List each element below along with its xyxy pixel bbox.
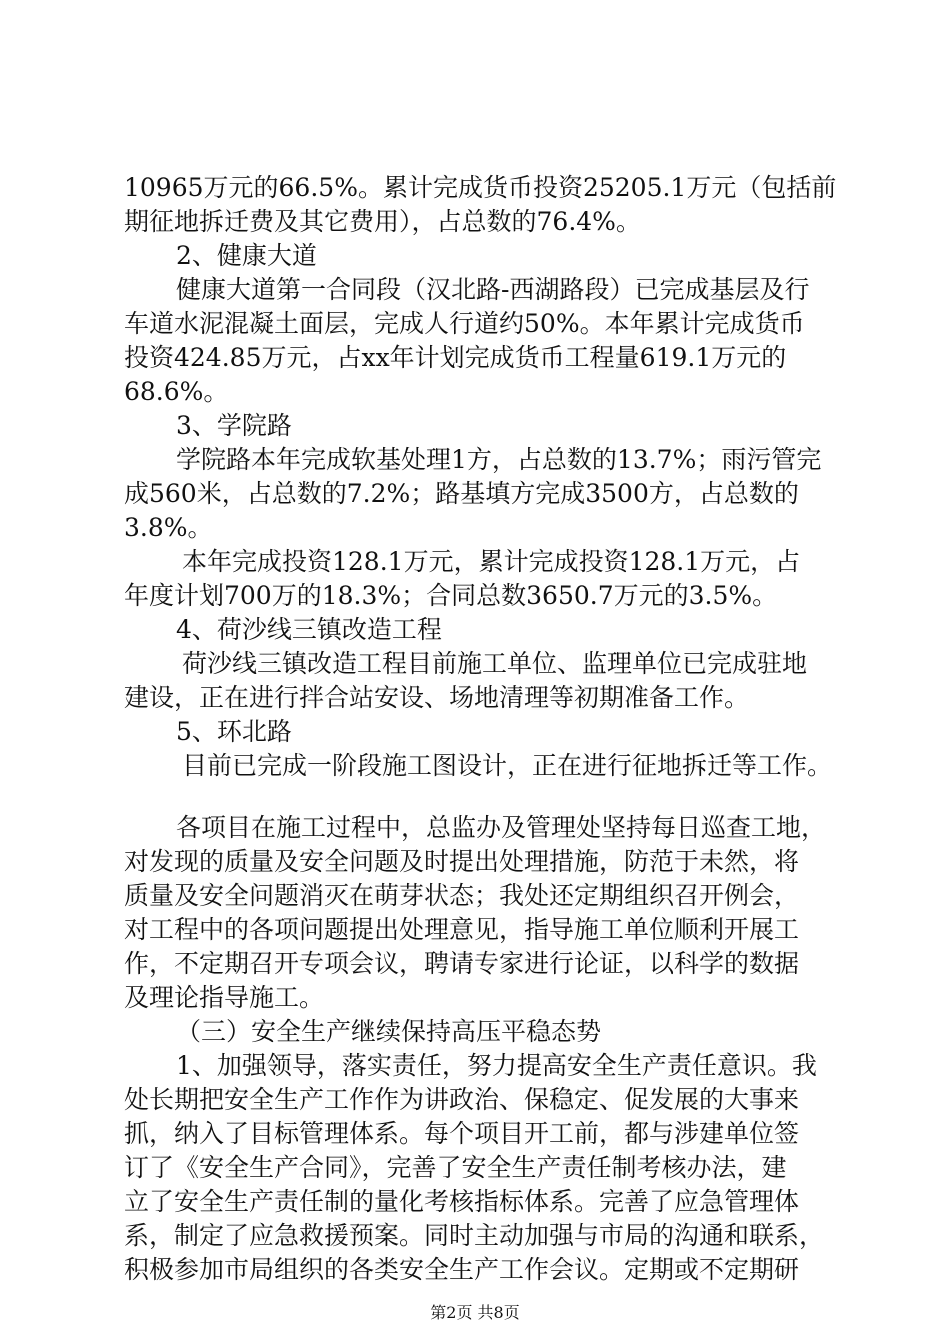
text-line: 作，不定期召开专项会议，聘请专家进行论证，以科学的数据 bbox=[124, 949, 800, 978]
text-line: 系，制定了应急救援预案。同时主动加强与市局的沟通和联系， bbox=[124, 1221, 825, 1250]
text-line: 投资424.85万元，占xx年计划完成货币工程量619.1万元的 bbox=[124, 343, 787, 372]
text-line: 荷沙线三镇改造工程目前施工单位、监理单位已完成驻地 bbox=[182, 649, 808, 678]
text-line: 年度计划700万的18.3%；合同总数3650.7万元的3.5%。 bbox=[124, 581, 778, 610]
text-line: 对工程中的各项问题提出处理意见，指导施工单位顺利开展工 bbox=[124, 915, 800, 944]
text-line: 质量及安全问题消灭在萌芽状态；我处还定期组织召开例会， bbox=[124, 881, 800, 910]
text-line: 本年完成投资128.1万元，累计完成投资128.1万元，占 bbox=[182, 547, 801, 576]
text-line: 及理论指导施工。 bbox=[124, 983, 325, 1012]
section-heading: 2、健康大道 bbox=[176, 241, 317, 270]
text-line: 建设，正在进行拌合站安设、场地清理等初期准备工作。 bbox=[124, 683, 750, 712]
text-line: 抓，纳入了目标管理体系。每个项目开工前，都与涉建单位签 bbox=[124, 1119, 800, 1148]
text-line: 学院路本年完成软基处理1方，占总数的13.7%；雨污管完 bbox=[176, 445, 822, 474]
text-line: 车道水泥混凝土面层，完成人行道约50%。本年累计完成货币 bbox=[124, 309, 805, 338]
text-line: 处长期把安全生产工作作为讲政治、保稳定、促发展的大事来 bbox=[124, 1085, 800, 1114]
text-line: 立了安全生产责任制的量化考核指标体系。完善了应急管理体 bbox=[124, 1187, 800, 1216]
section-heading: 3、学院路 bbox=[176, 411, 292, 440]
text-line: 各项目在施工过程中，总监办及管理处坚持每日巡查工地， bbox=[176, 813, 827, 842]
text-line: 对发现的质量及安全问题及时提出处理措施，防范于未然，将 bbox=[124, 847, 800, 876]
text-line: 1、加强领导，落实责任，努力提高安全生产责任意识。我 bbox=[176, 1051, 817, 1080]
section-heading: 5、环北路 bbox=[176, 717, 292, 746]
section-heading: 4、荷沙线三镇改造工程 bbox=[176, 615, 442, 644]
text-line: 期征地拆迁费及其它费用），占总数的76.4%。 bbox=[124, 207, 641, 236]
section-heading: （三）安全生产继续保持高压平稳态势 bbox=[176, 1017, 602, 1046]
text-line: 目前已完成一阶段施工图设计，正在进行征地拆迁等工作。 bbox=[182, 751, 833, 780]
text-line: 68.6%。 bbox=[124, 377, 229, 406]
text-line: 健康大道第一合同段（汉北路-西湖路段）已完成基层及行 bbox=[176, 275, 810, 304]
text-line: 订了《安全生产合同》，完善了安全生产责任制考核办法，建 bbox=[124, 1153, 787, 1182]
text-line: 10965万元的66.5%。累计完成货币投资25205.1万元（包括前 bbox=[124, 173, 837, 202]
text-line: 3.8%。 bbox=[124, 513, 213, 542]
text-line: 成560米，占总数的7.2%；路基填方完成3500方，占总数的 bbox=[124, 479, 799, 508]
text-line: 积极参加市局组织的各类安全生产工作会议。定期或不定期研 bbox=[124, 1255, 800, 1284]
page-number: 第2页 共8页 bbox=[430, 1303, 520, 1322]
